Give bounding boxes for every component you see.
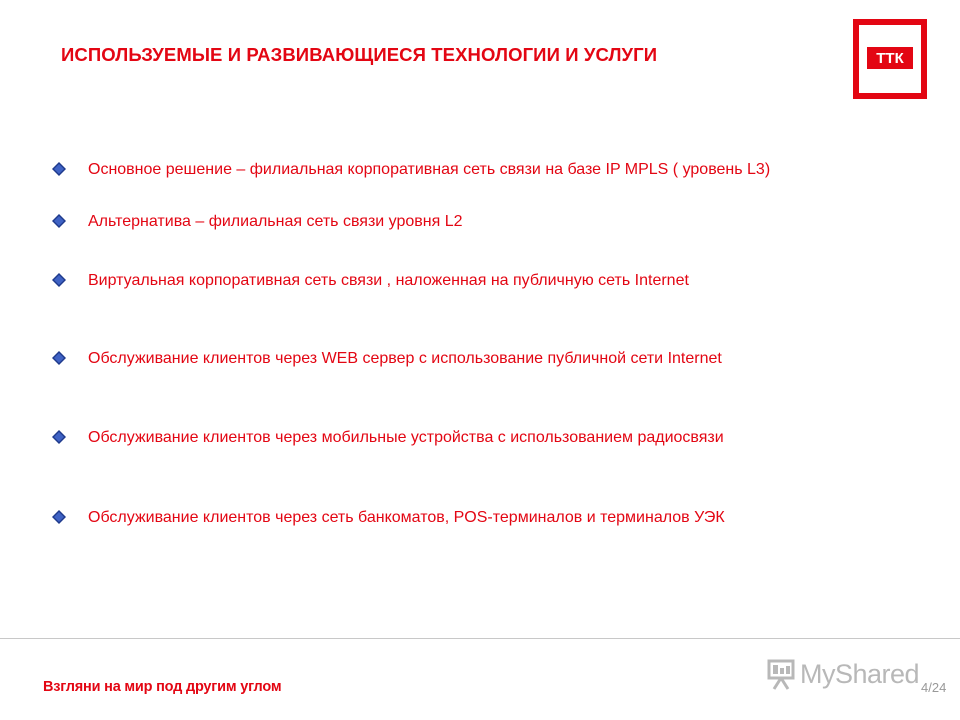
footer-slogan: Взгляни на мир под другим углом bbox=[43, 679, 282, 695]
page-number: 4/24 bbox=[921, 680, 947, 695]
diamond-bullet-icon bbox=[52, 162, 66, 176]
bullet-text: Обслуживание клиентов через мобильные устройства с использованием радиосвязи bbox=[88, 429, 724, 446]
diamond-bullet-icon bbox=[52, 214, 66, 228]
bullet-text: Альтернатива – филиальная сеть связи уровня L2 bbox=[88, 213, 463, 230]
bullet-item bbox=[52, 271, 858, 291]
watermark bbox=[766, 658, 919, 690]
diamond-bullet-icon bbox=[52, 510, 66, 524]
slide-title: ИСПОЛЬЗУЕМЫЕ И РАЗВИВАЮЩИЕСЯ ТЕХНОЛОГИИ И УСЛУГИ bbox=[61, 44, 658, 65]
bullet-text: Виртуальная корпоративная сеть связи , наложенная на публичную сеть Internet bbox=[88, 272, 689, 289]
ttk-logo bbox=[853, 19, 927, 99]
presentation-board-icon bbox=[766, 658, 796, 690]
bullet-text: Обслуживание клиентов через сеть банкоматов, POS-терминалов и терминалов УЭК bbox=[88, 509, 725, 526]
bullet-text: Основное решение – филиальная корпоративная сеть связи на базе IP MPLS ( уровень L3) bbox=[88, 161, 771, 178]
watermark-text: MyShared bbox=[800, 658, 920, 689]
bullet-item bbox=[52, 508, 858, 528]
diamond-bullet-icon bbox=[52, 351, 66, 365]
bullet-item bbox=[52, 428, 858, 448]
bullet-item bbox=[52, 212, 858, 232]
bullet-item bbox=[52, 160, 858, 180]
logo-text: ТТК bbox=[876, 50, 904, 67]
bullet-item bbox=[52, 349, 858, 369]
bullet-text: Обслуживание клиентов через WEB сервер с использование публичной сети Internet bbox=[88, 350, 722, 367]
diamond-bullet-icon bbox=[52, 430, 66, 444]
diamond-bullet-icon bbox=[52, 273, 66, 287]
footer-divider bbox=[0, 638, 960, 639]
